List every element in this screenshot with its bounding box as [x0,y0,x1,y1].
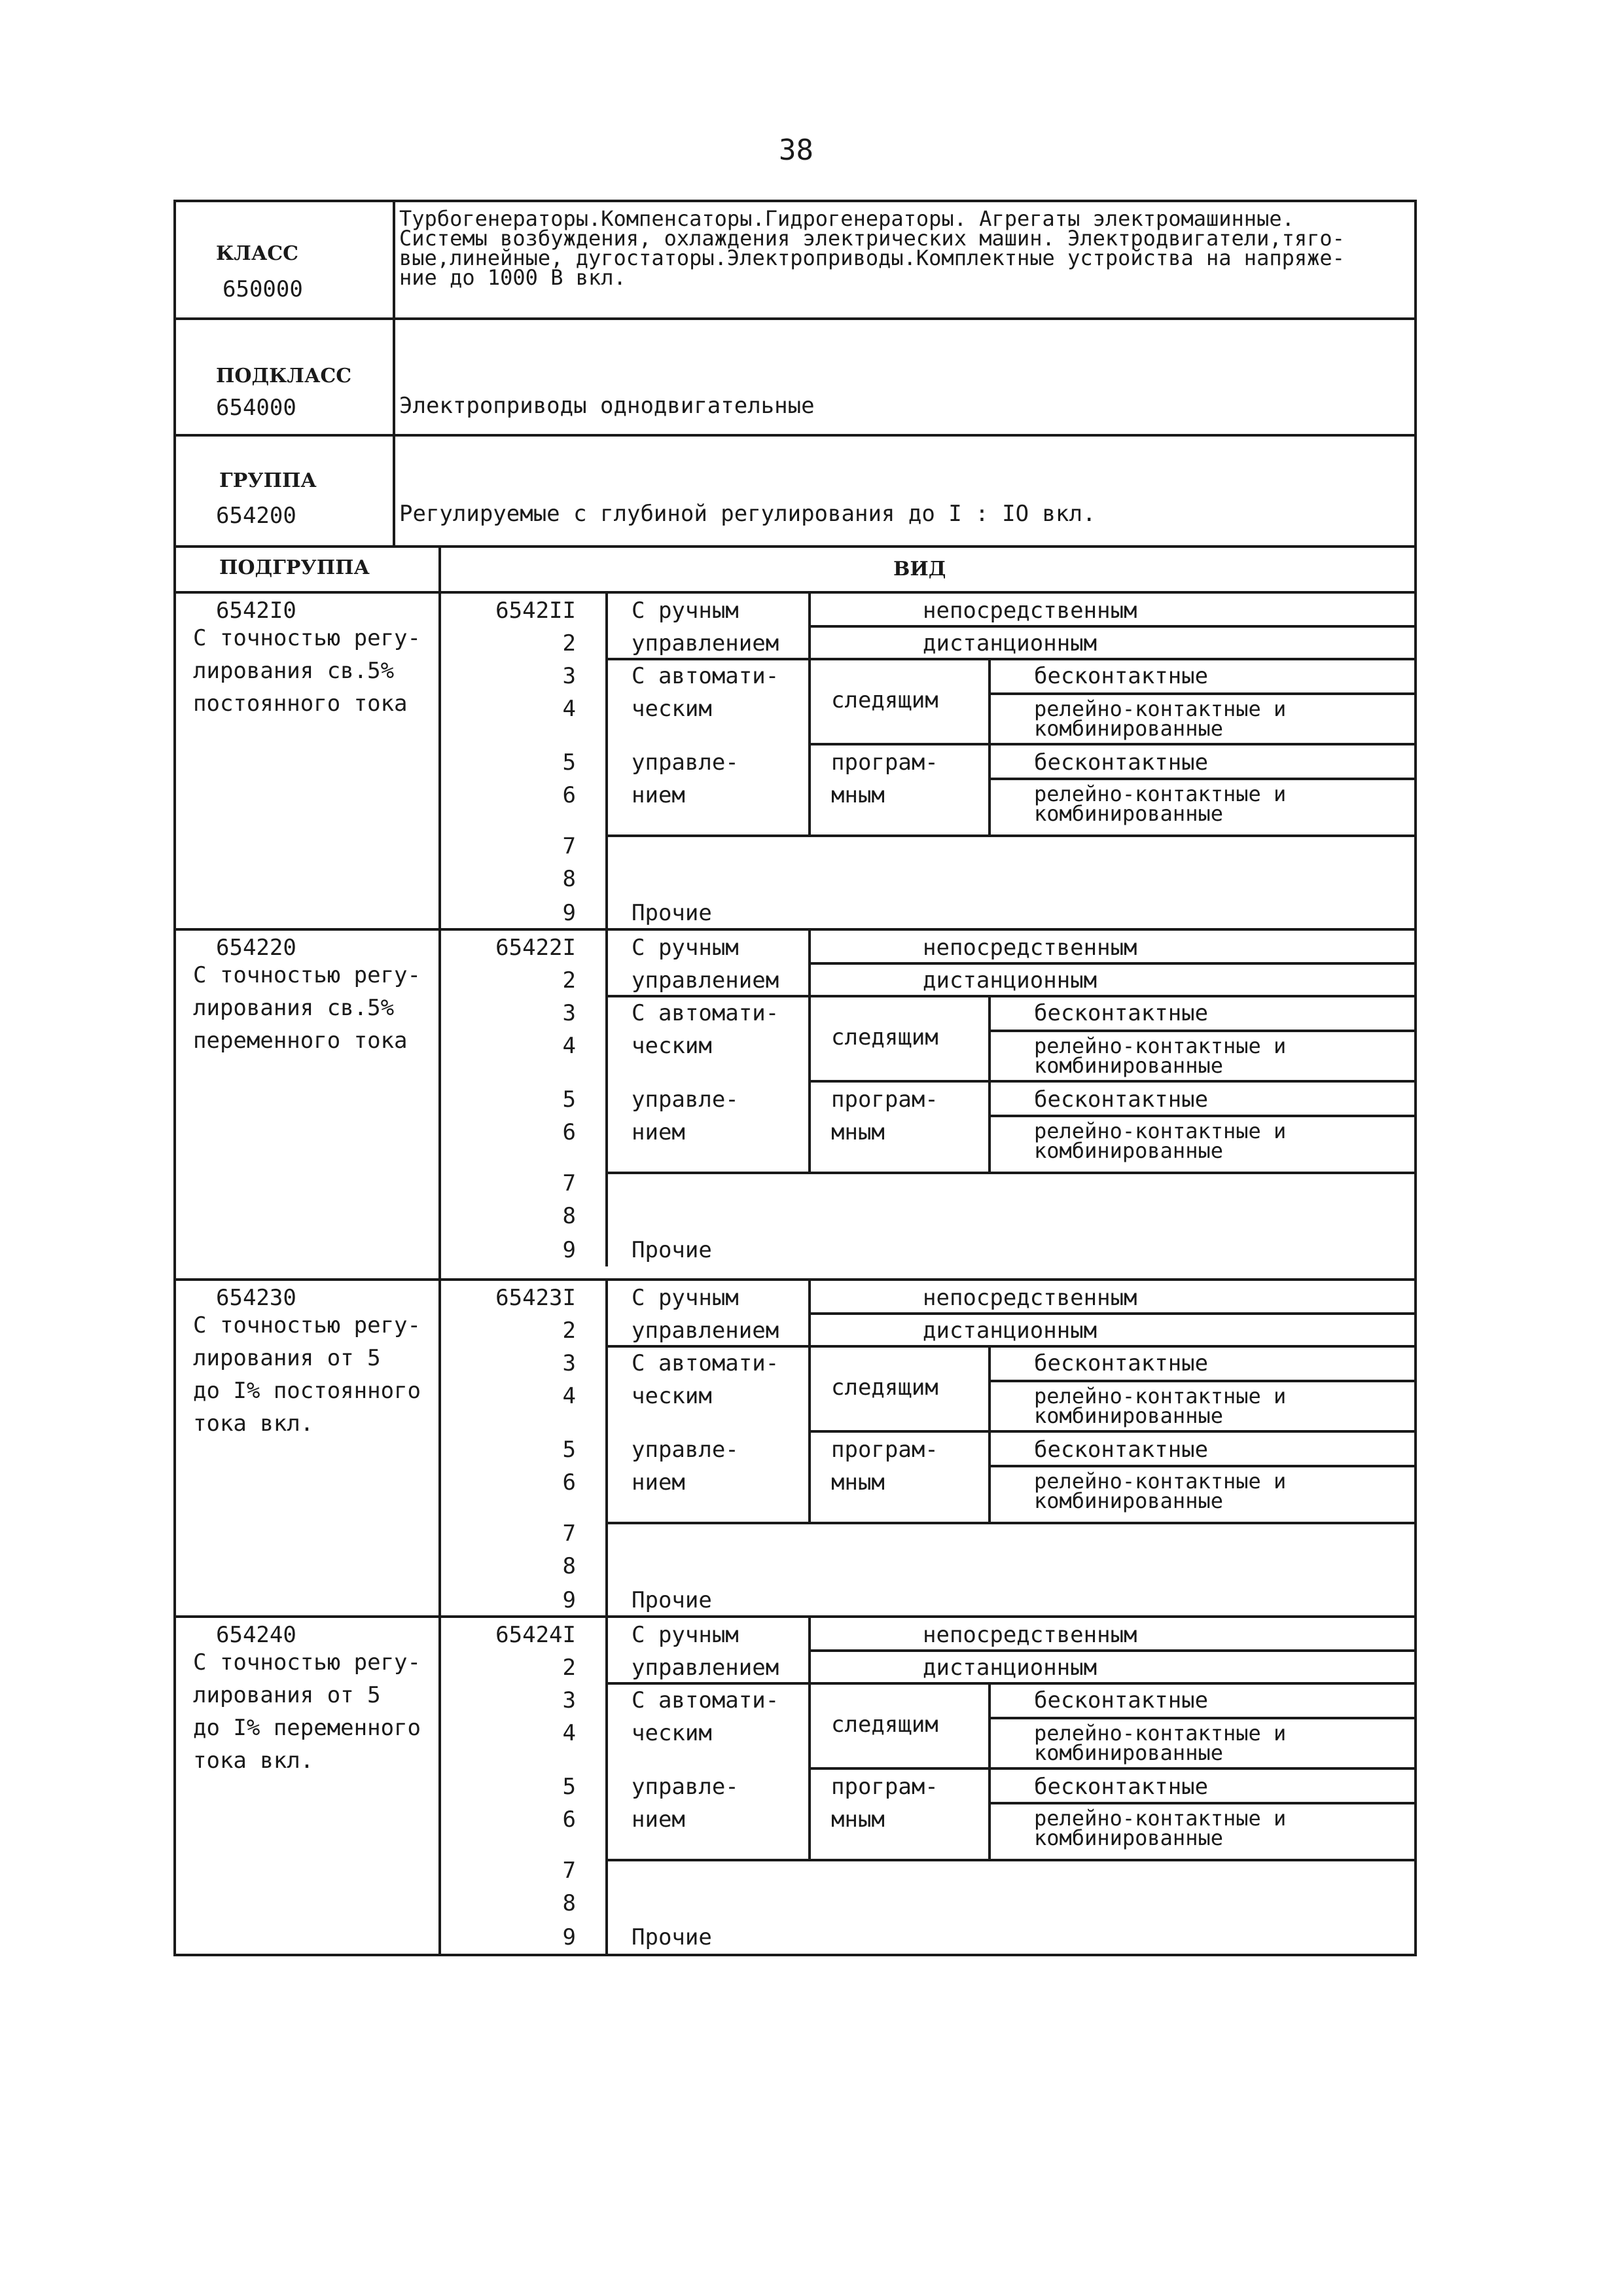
rule-line [605,1280,608,1617]
row-number: 3 [562,1687,576,1713]
page-number: 38 [779,134,813,167]
program-label: мным [831,782,885,808]
klass-desc-line: вые,линейные, дугостаторы.Электроприводы.Комплектные устройства на напряже- [399,245,1345,270]
row-number: 3 [562,663,576,689]
subgroup-desc-line: С точностью регу- [193,625,421,651]
subgroup-desc-line: до I% переменного [193,1715,421,1741]
subgroup-desc-line: С точностью регу- [193,1649,421,1676]
rule-line [605,834,1414,837]
manual-label: управлением [632,967,779,994]
rule-line [605,1172,1414,1174]
row-number: 4 [562,696,576,722]
rule-line [605,929,608,1266]
relay-label: комбинированные [1034,1740,1223,1765]
program-label: мным [831,1806,885,1833]
rule-line [988,658,991,834]
gruppa-desc: Регулируемые с глубиной регулирования до I : IO вкл. [399,501,1096,527]
tracking-label: следящим [831,1024,938,1050]
automatic-label: С автомати- [632,663,779,689]
relay-label: релейно-контактные и [1034,696,1287,721]
subgroup-header: ПОДГРУППА [219,556,370,579]
automatic-label: С автомати- [632,1687,779,1713]
subgroup-desc-line: лирования св.5% [193,995,395,1021]
relay-label: комбинированные [1034,1138,1223,1163]
row-number: 5 [562,1086,576,1113]
subgroup-code: 654230 [216,1285,296,1311]
row-number: 6 [562,1469,576,1496]
program-label: мным [831,1469,885,1496]
automatic-label: нием [632,1469,685,1496]
automatic-label: ческим [632,1720,712,1746]
direct-control-label: непосредственным [923,1622,1137,1648]
rule-line [173,1278,1417,1281]
contactless-label: бесконтактные [1034,1437,1209,1463]
row-number: 9 [562,900,576,926]
rule-line [988,1682,991,1859]
subgroup-desc-line: С точностью регу- [193,1312,421,1338]
row-number: 3 [562,1000,576,1026]
rule-line [605,658,1414,660]
remote-control-label: дистанционным [923,630,1097,656]
rule-line [988,778,1414,780]
row-number: 7 [562,1170,576,1196]
contactless-label: бесконтактные [1034,1350,1209,1376]
rule-line [605,1617,608,1954]
automatic-label: ческим [632,1383,712,1409]
automatic-label: управле- [632,749,739,776]
contactless-label: бесконтактные [1034,1086,1209,1113]
relay-label: релейно-контактные и [1034,1384,1287,1408]
rule-line [988,1030,1414,1032]
other-label: Прочие [632,1587,712,1613]
row-number: 6 [562,1806,576,1833]
podklass-code: 654000 [216,395,296,421]
row-number: 8 [562,866,576,892]
row-number: 9 [562,1237,576,1263]
tracking-label: следящим [831,1712,938,1738]
manual-label: С ручным [632,1285,739,1311]
rule-line [808,1649,1414,1652]
rule-line [173,928,1417,931]
rule-line [988,1345,991,1522]
rule-line [808,1617,811,1859]
automatic-label: управле- [632,1774,739,1800]
row-number: 4 [562,1383,576,1409]
row-number: 7 [562,1520,576,1547]
automatic-label: ческим [632,1033,712,1059]
manual-label: С ручным [632,935,739,961]
manual-label: С ручным [632,598,739,624]
rule-line [605,592,608,929]
rule-line [808,1430,1414,1433]
relay-label: релейно-контактные и [1034,1806,1287,1831]
other-label: Прочие [632,1237,712,1263]
subgroup-desc-line: лирования св.5% [193,658,395,684]
rule-line [988,1115,1414,1117]
subgroup-code: 654220 [216,935,296,961]
row-number: 8 [562,1890,576,1916]
klass-desc-line: ние до 1000 В вкл. [399,265,626,290]
rule-line [808,962,1414,965]
subgroup-desc-line: лирования от 5 [193,1345,381,1371]
rule-line [808,1080,1414,1083]
subgroup-desc-line: С точностью регу- [193,962,421,988]
rule-line [605,1859,1414,1861]
row-number: 8 [562,1203,576,1229]
relay-label: комбинированные [1034,1825,1223,1850]
program-label: програм- [831,1086,938,1113]
row-number: 2 [562,967,576,994]
contactless-label: бесконтактные [1034,749,1209,776]
remote-control-label: дистанционным [923,1655,1097,1681]
subgroup-desc-line: тока вкл. [193,1410,314,1437]
contactless-label: бесконтактные [1034,663,1209,689]
klass-code: 650000 [223,276,303,302]
gruppa-code: 654200 [216,503,296,529]
other-label: Прочие [632,900,712,926]
klass-label: КЛАСС [216,242,299,265]
manual-label: управлением [632,1655,779,1681]
direct-control-label: непосредственным [923,1285,1137,1311]
rule-line [988,1380,1414,1382]
row-number: 65424I [495,1622,576,1648]
rule-line [173,1615,1417,1618]
row-number: 4 [562,1720,576,1746]
program-label: мным [831,1119,885,1145]
row-number: 5 [562,749,576,776]
rule-line [988,1465,1414,1467]
contactless-label: бесконтактные [1034,1000,1209,1026]
gruppa-label: ГРУППА [219,469,317,492]
subgroup-code: 6542I0 [216,598,296,624]
row-number: 8 [562,1553,576,1579]
rule-line [808,1767,1414,1770]
rule-line [808,743,1414,745]
automatic-label: нием [632,1119,685,1145]
row-number: 3 [562,1350,576,1376]
relay-label: релейно-контактные и [1034,781,1287,806]
relay-label: комбинированные [1034,716,1223,741]
klass-desc-line: Турбогенераторы.Компенсаторы.Гидрогенераторы. Агрегаты электромашинные. [399,206,1294,231]
remote-control-label: дистанционным [923,967,1097,994]
rule-line [808,1280,811,1522]
contactless-label: бесконтактные [1034,1687,1209,1713]
manual-label: управлением [632,630,779,656]
row-number: 65423I [495,1285,576,1311]
automatic-label: управле- [632,1086,739,1113]
row-number: 6 [562,782,576,808]
row-number: 6542II [495,598,576,624]
subgroup-desc-line: переменного тока [193,1028,408,1054]
relay-label: релейно-контактные и [1034,1119,1287,1143]
direct-control-label: непосредственным [923,935,1137,961]
rule-line [605,1522,1414,1524]
rule-line [988,1717,1414,1719]
row-number: 4 [562,1033,576,1059]
subgroup-desc-line: до I% постоянного [193,1378,421,1404]
row-number: 65422I [495,935,576,961]
podklass-label: ПОДКЛАСС [216,365,352,387]
automatic-label: С автомати- [632,1000,779,1026]
relay-label: релейно-контактные и [1034,1469,1287,1494]
kind-header: ВИД [893,558,946,581]
rule-line [808,625,1414,628]
subgroup-desc-line: постоянного тока [193,691,408,717]
row-number: 7 [562,833,576,859]
relay-label: релейно-контактные и [1034,1721,1287,1746]
klass-desc-line: Системы возбуждения, охлаждения электрических машин. Электродвигатели,тяго- [399,226,1345,251]
row-number: 2 [562,630,576,656]
automatic-label: управле- [632,1437,739,1463]
relay-label: комбинированные [1034,1053,1223,1078]
subgroup-desc-line: тока вкл. [193,1748,314,1774]
rule-line [808,929,811,1172]
rule-line [808,1312,1414,1315]
rule-line [988,692,1414,695]
automatic-label: С автомати- [632,1350,779,1376]
tracking-label: следящим [831,687,938,713]
automatic-label: нием [632,782,685,808]
relay-label: релейно-контактные и [1034,1033,1287,1058]
other-label: Прочие [632,1924,712,1950]
relay-label: комбинированные [1034,1403,1223,1428]
program-label: програм- [831,1437,938,1463]
rule-line [605,1345,1414,1348]
relay-label: комбинированные [1034,1488,1223,1513]
row-number: 5 [562,1774,576,1800]
manual-label: управлением [632,1318,779,1344]
row-number: 6 [562,1119,576,1145]
manual-label: С ручным [632,1622,739,1648]
row-number: 5 [562,1437,576,1463]
direct-control-label: непосредственным [923,598,1137,624]
rule-line [988,995,991,1172]
tracking-label: следящим [831,1374,938,1401]
row-number: 2 [562,1655,576,1681]
program-label: програм- [831,749,938,776]
row-number: 7 [562,1857,576,1884]
podklass-desc: Электроприводы однодвигательные [399,393,815,419]
subgroup-desc-line: лирования от 5 [193,1682,381,1708]
automatic-label: ческим [632,696,712,722]
rule-line [988,1802,1414,1804]
rule-line [808,592,811,834]
rule-line [605,1682,1414,1685]
contactless-label: бесконтактные [1034,1774,1209,1800]
automatic-label: нием [632,1806,685,1833]
relay-label: комбинированные [1034,801,1223,826]
program-label: програм- [831,1774,938,1800]
subgroup-code: 654240 [216,1622,296,1648]
row-number: 2 [562,1318,576,1344]
row-number: 9 [562,1924,576,1950]
row-number: 9 [562,1587,576,1613]
remote-control-label: дистанционным [923,1318,1097,1344]
rule-line [605,995,1414,997]
